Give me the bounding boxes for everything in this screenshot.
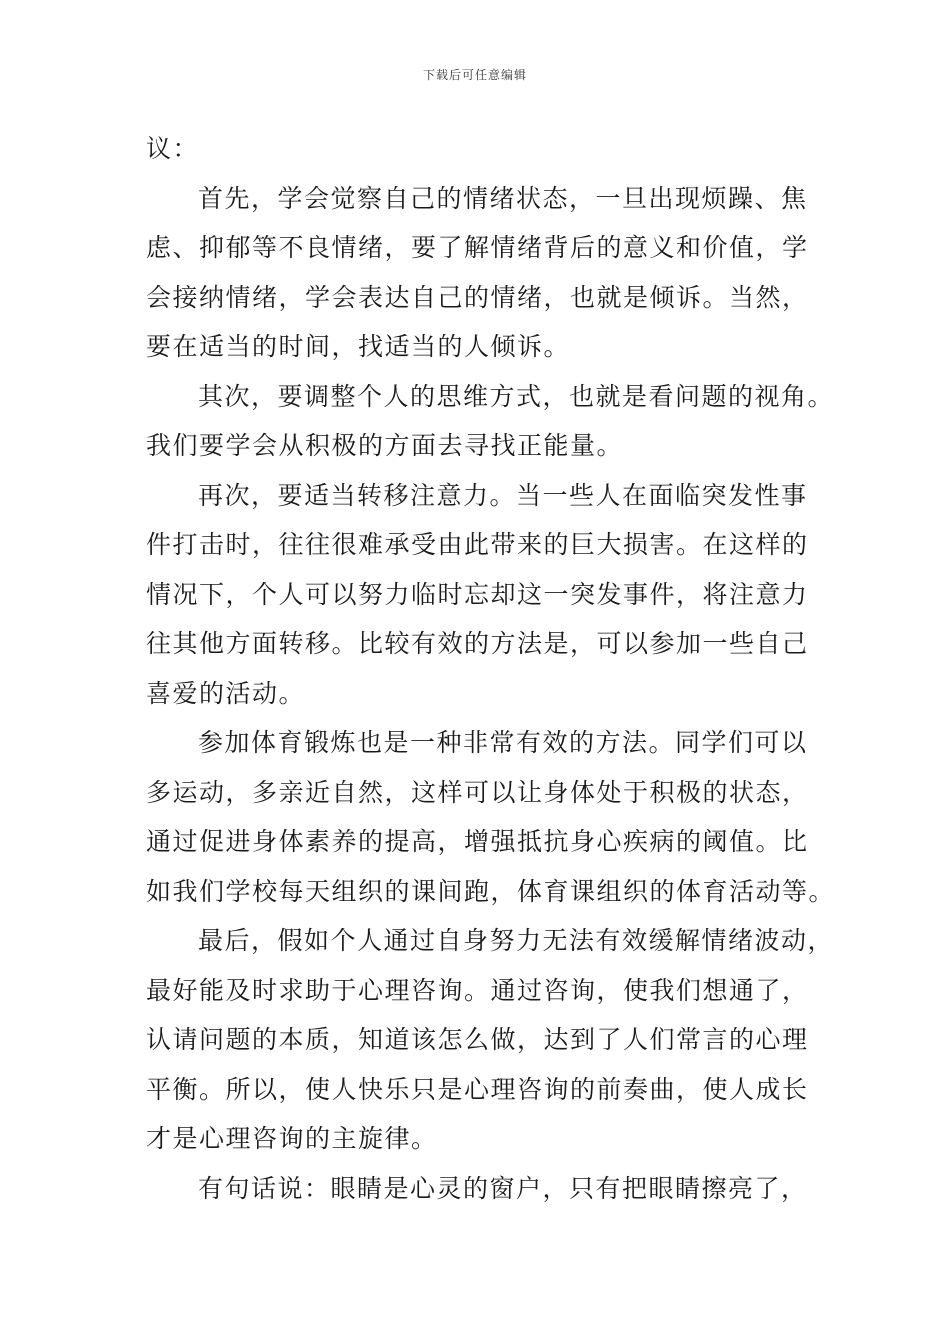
text-line: 要在适当的时间，找适当的人倾诉。 [146,332,571,361]
text-line: 才是心理咨询的主旋律。 [146,1124,438,1153]
text-line: 情况下，个人可以努力临时忘却这一突发事件，将注意力 [146,579,809,609]
text-line: 最后，假如个人通过自身努力无法有效缓解情绪波动， [198,926,835,955]
text-line: 议： [146,134,200,163]
document-body [146,124,836,1213]
text-line: 如我们学校每天组织的课间跑，体育课组织的体育活动等。 [146,876,836,906]
text-line: 其次，要调整个人的思维方式，也就是看问题的视角。 [198,381,835,411]
text-line: 认请问题的本质，知道该怎么做，达到了人们常言的心理 [146,1025,809,1054]
text-line: 首先，学会觉察自己的情绪状态，一旦出现烦躁、焦 [198,183,808,213]
text-line: 再次，要适当转移注意力。当一些人在面临突发性事 [198,480,808,510]
text-line: 会接纳情绪，学会表达自己的情绪，也就是倾诉。当然， [146,282,809,312]
text-line: 件打击时，往往很难承受由此带来的巨大损害。在这样的 [146,530,809,559]
text-line: 有句话说：眼睛是心灵的窗户，只有把眼睛擦亮了， [198,1173,808,1203]
text-line: 我们要学会从积极的方面去寻找正能量。 [146,431,624,460]
text-line: 通过促进身体素养的提高，增强抵抗身心疾病的阈值。比 [146,827,809,856]
text-line: 参加体育锻炼也是一种非常有效的方法。同学们可以 [198,728,808,757]
page-header: 下载后可任意编辑 [422,68,527,82]
text-line: 喜爱的活动。 [146,678,306,708]
text-line: 最好能及时求助于心理咨询。通过咨询，使我们想通了， [146,975,809,1005]
text-line: 多运动，多亲近自然，这样可以让身体处于积极的状态， [146,777,809,807]
text-line: 平衡。所以，使人快乐只是心理咨询的前奏曲，使人成长 [146,1074,809,1104]
text-line: 虑、抑郁等不良情绪，要了解情绪背后的意义和价值，学 [146,233,809,262]
text-line: 往其他方面转移。比较有效的方法是，可以参加一些自己 [146,629,809,658]
